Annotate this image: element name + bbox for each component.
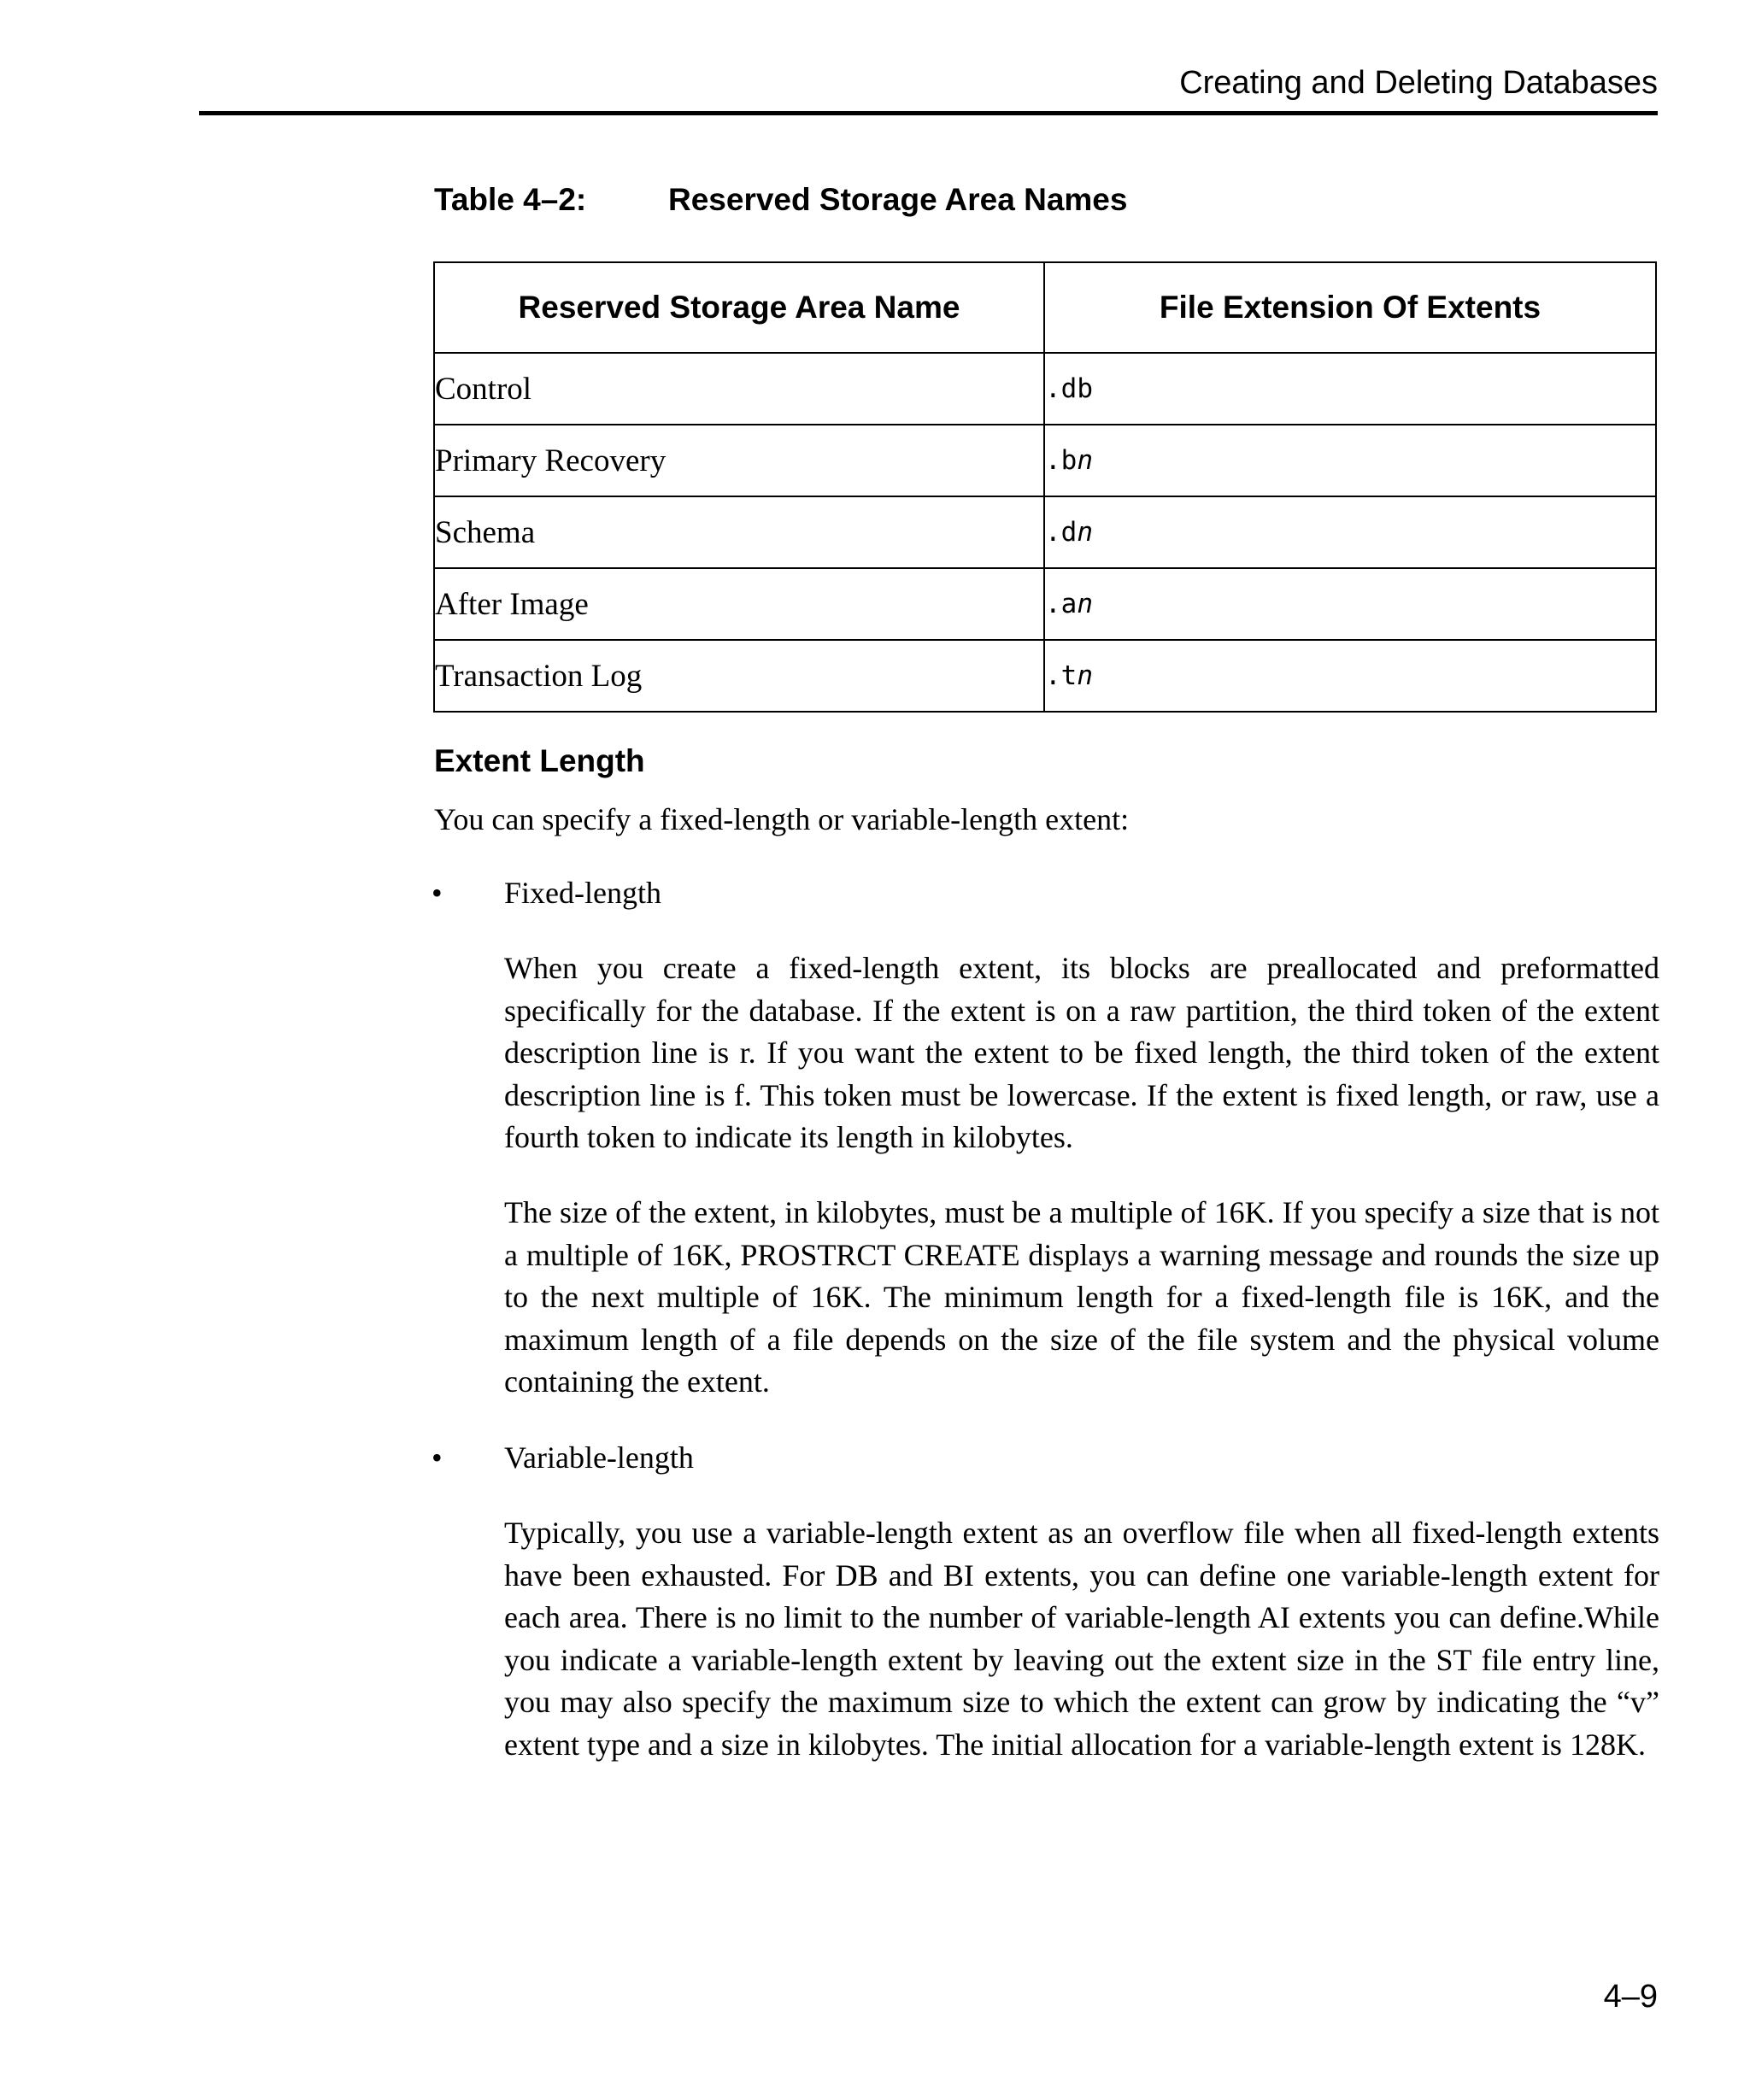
area-name-cell: Schema: [434, 496, 1044, 568]
extension-variable: n: [1077, 589, 1093, 619]
area-name-cell: Transaction Log: [434, 640, 1044, 712]
table-row: [434, 425, 1656, 496]
paragraph: When you create a fixed-length extent, its blocks are preallocated and preformatted specifically for the database. If the extent is on a raw partition, the third token of the extent description line is r. If you want the extent to be fixed length, the third token of the extent description line is f. This token must be lowercase. If the extent is fixed length, or raw, use a fourth token to indicate its length in kilobytes.: [504, 951, 1659, 1154]
extension-cell: [1044, 568, 1656, 640]
running-header-title: Creating and Deleting Databases: [1179, 65, 1658, 101]
extension-cell: [1044, 353, 1656, 425]
bullet-label-variable-length: Variable-length: [504, 1440, 694, 1475]
extension-base: .db: [1045, 373, 1093, 404]
table-row: [434, 568, 1656, 640]
paragraph: Typically, you use a variable-length extent as an overflow file when all fixed-length extents have been exhausted. For DB and BI extents, you can define one variable-length extent for each area. There is no limit to the number of variable-length AI extents you can define.While you indicate a variable-length extent by leaving out the extent size in the ST file entry line, you may also specify the maximum size to which the extent can grow by indicating the “v” extent type and a size in kilobytes. The initial allocation for a variable-length extent is 128K.: [504, 1516, 1659, 1762]
table-caption-title: Reserved Storage Area Names: [668, 182, 1128, 217]
extension-base: .d: [1045, 517, 1078, 548]
extension-base: .a: [1045, 589, 1078, 619]
bullet-marker: •: [432, 1440, 443, 1475]
intro-paragraph: You can specify a fixed-length or variable-length extent:: [434, 802, 1130, 836]
extension-base: .t: [1045, 660, 1078, 691]
area-name-cell: Primary Recovery: [434, 425, 1044, 496]
bullet-marker: •: [432, 876, 443, 910]
table-row: [434, 353, 1656, 425]
extension-variable: n: [1077, 445, 1093, 476]
header-rule: [199, 111, 1658, 115]
extension-variable: n: [1077, 517, 1093, 548]
section-heading: Extent Length: [434, 743, 645, 778]
bullet-label-fixed-length: Fixed-length: [504, 876, 661, 910]
table-caption-number: Table 4–2:: [434, 182, 587, 217]
extension-cell: [1044, 425, 1656, 496]
reserved-storage-area-table: [433, 261, 1657, 713]
page-number: 4–9: [1603, 1979, 1658, 2015]
table-caption: [434, 182, 1128, 217]
table-row: [434, 640, 1656, 712]
column-header-file-extension: File Extension Of Extents: [1044, 262, 1656, 353]
table-header-row: [434, 262, 1656, 353]
extension-cell: [1044, 496, 1656, 568]
area-name-cell: After Image: [434, 568, 1044, 640]
extension-variable: n: [1077, 660, 1093, 691]
extension-base: .b: [1045, 445, 1078, 476]
area-name-cell: Control: [434, 353, 1044, 425]
table-row: [434, 496, 1656, 568]
extension-cell: [1044, 640, 1656, 712]
paragraph: The size of the extent, in kilobytes, must be a multiple of 16K. If you specify a size that is not a multiple of 16K, PROSTRCT CREATE displays a warning message and rounds the size up to the next multiple of 16K. The minimum length for a fixed-length file is 16K, and the maximum length of a file depends on the size of the file system and the physical volume containing the extent.: [504, 1195, 1659, 1399]
column-header-area-name: Reserved Storage Area Name: [434, 262, 1044, 353]
